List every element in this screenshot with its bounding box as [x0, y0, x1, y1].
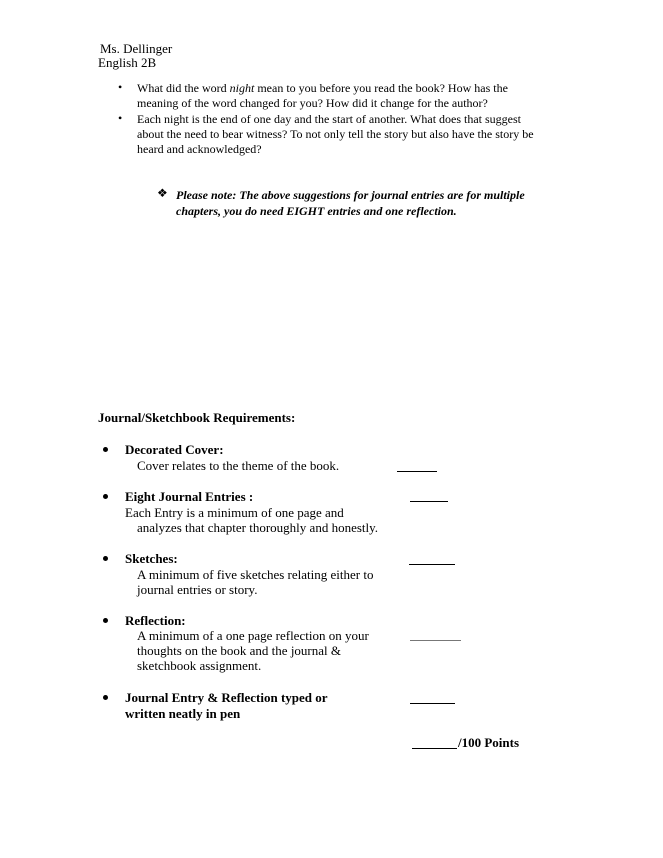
- emphasis-word-night: night: [229, 81, 255, 95]
- requirement-bullet: [103, 618, 108, 623]
- sketches-score-blank: [409, 564, 455, 565]
- requirement-sketches-heading: Sketches:: [125, 551, 178, 566]
- cover-score-blank: [397, 471, 437, 472]
- course-name: English 2B: [98, 55, 157, 70]
- typed-score-blank: [410, 703, 455, 704]
- reflection-score-blank: [410, 640, 461, 641]
- question-bullet: •: [118, 80, 123, 94]
- requirement-typed-heading-2: written neatly in pen: [125, 706, 241, 721]
- requirement-reflection-desc-2: thoughts on the book and the journal &: [137, 643, 342, 658]
- question-1-line-1: What did the word night mean to you before you read the book? How has the: [137, 81, 508, 95]
- requirement-bullet: [103, 695, 108, 700]
- requirement-reflection-desc-1: A minimum of a one page reflection on your: [137, 628, 369, 643]
- requirement-entries-heading: Eight Journal Entries :: [125, 489, 254, 504]
- requirement-sketches-desc-1: A minimum of five sketches relating either to: [137, 567, 374, 582]
- question-2-line-2: about the need to bear witness? To not only tell the story but also have the story be: [137, 127, 534, 141]
- requirement-bullet: [103, 556, 108, 561]
- requirement-reflection-heading: Reflection:: [125, 613, 186, 628]
- note-diamond-icon: ❖: [157, 186, 168, 200]
- requirement-sketches-desc-2: journal entries or story.: [137, 582, 258, 597]
- requirement-cover-heading: Decorated Cover:: [125, 442, 224, 457]
- requirement-typed-heading-1: Journal Entry & Reflection typed or: [125, 690, 328, 705]
- requirement-reflection-desc-3: sketchbook assignment.: [137, 658, 262, 673]
- requirement-entries-desc-1: Each Entry is a minimum of one page and: [125, 505, 344, 520]
- note-line-1: Please note: The above suggestions for journal entries are for multiple: [176, 188, 525, 202]
- question-1-line-2: meaning of the word changed for you? How did it change for the author?: [137, 96, 488, 110]
- total-score-blank: [412, 748, 457, 749]
- requirement-bullet: [103, 494, 108, 499]
- note-line-2: chapters, you do need EIGHT entries and one reflection.: [176, 204, 457, 218]
- question-bullet: •: [118, 111, 123, 125]
- requirement-cover-desc: Cover relates to the theme of the book.: [137, 458, 340, 473]
- teacher-name: Ms. Dellinger: [100, 41, 173, 56]
- question-2-line-3: heard and acknowledged?: [137, 142, 262, 156]
- total-points-label: /100 Points: [458, 735, 520, 750]
- requirement-entries-desc-2: analyzes that chapter thoroughly and honestly.: [137, 520, 379, 535]
- question-2-line-1: Each night is the end of one day and the start of another. What does that suggest: [137, 112, 522, 126]
- requirements-title: Journal/Sketchbook Requirements:: [98, 410, 296, 425]
- requirement-bullet: [103, 447, 108, 452]
- entries-score-blank: [410, 501, 448, 502]
